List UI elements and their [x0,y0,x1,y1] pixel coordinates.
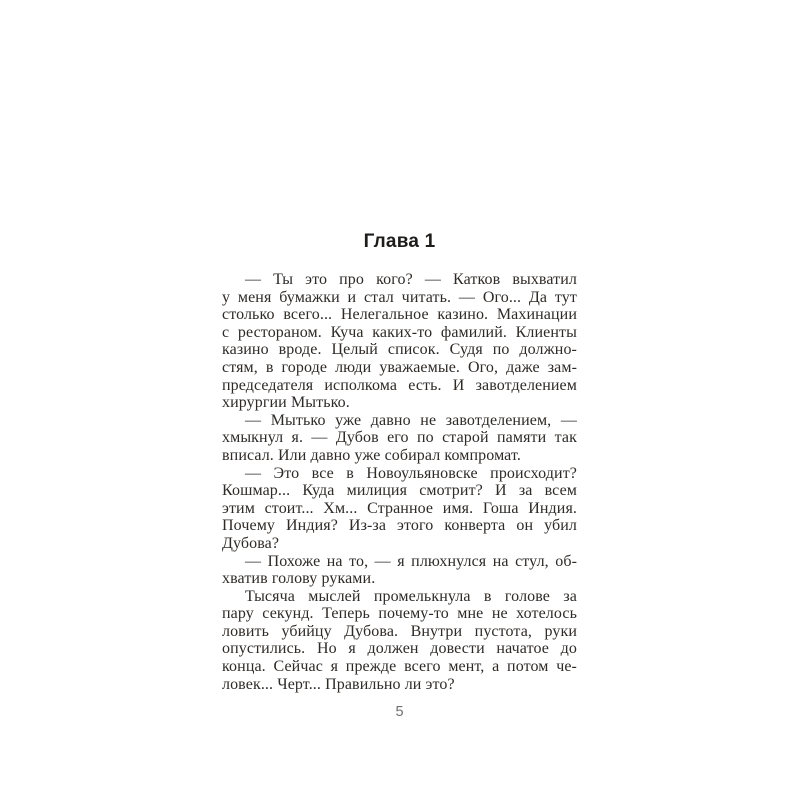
text-line: хмыкнул я. — Дубов его по старой памяти так [222,429,577,447]
text-line: ловить убийцу Дубова. Внутри пустота, руки [222,622,577,640]
text-line: Тысяча мыслей промелькнула в голове за [245,587,577,605]
text-line: казино вроде. Целый список. Судя по должно- [222,341,577,359]
text-line: — Мытько уже давно не завотделением, — [245,411,577,429]
text-line: Дубова? [222,534,280,552]
text-line: хватив голову руками. [222,570,376,588]
text-line: хирургии Мытько. [222,394,350,412]
text-line: стям, в городе люди уважаемые. Ого, даже зам- [222,358,577,376]
text-line: председателя исполкома есть. И завотделением [222,376,577,394]
chapter-heading: Глава 1 [363,231,436,252]
text-line: Почему Индия? Из-за этого конверта он убил [222,517,577,535]
body-text [222,271,577,693]
text-line: с рестораном. Куча каких-то фамилий. Клиенты [222,323,577,341]
text-line: у меня бумажки и стал читать. — Ого... Да тут [222,288,577,306]
text-line: ловек... Черт... Правильно ли это? [222,675,455,693]
text-line: конца. Сейчас я прежде всего мент, а потом че- [222,658,577,676]
text-line: — Ты это про кого? — Катков выхватил [245,271,577,288]
text-line: опустились. Но я должен довести начатое до [222,640,577,658]
text-line: пару секунд. Теперь почему-то мне не хотелось [222,605,577,623]
text-line: Кошмар... Куда милиция смотрит? И за всем [222,482,577,500]
text-line: — Это все в Новоульяновске происходит? [245,464,577,482]
text-line: этим стоит... Хм... Странное имя. Гоша Индия. [222,499,577,517]
text-line: столько всего... Нелегальное казино. Махинации [222,306,577,324]
text-line: — Похоже на то, — я плюхнулся на стул, об- [245,552,577,570]
page-number: 5 [395,704,404,720]
text-line: вписал. Или давно уже собирал компромат. [222,446,521,464]
